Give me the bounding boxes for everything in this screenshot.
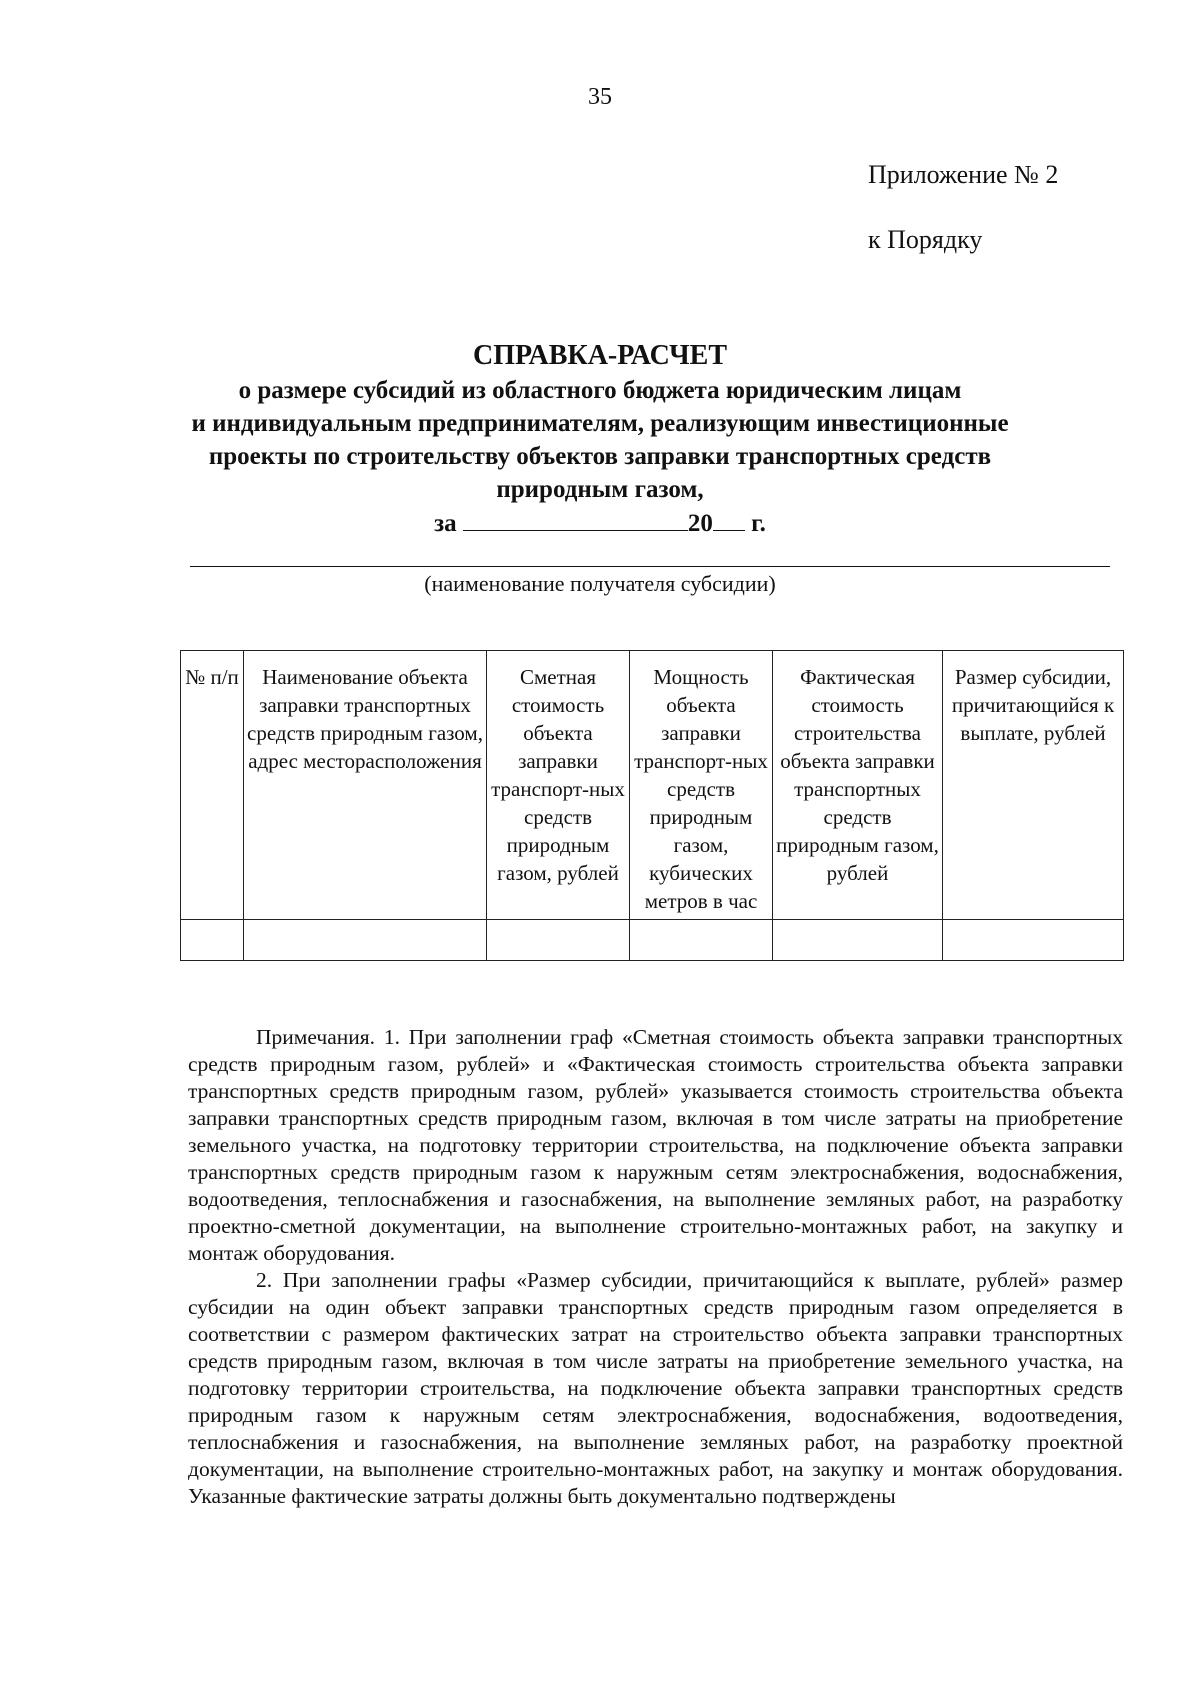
table-row	[181, 920, 1124, 961]
page-number: 35	[588, 84, 612, 110]
recipient-caption: (наименование получателя субсидии)	[424, 571, 776, 596]
header-subsidy-amount: Размер субсидии, причитающийся к выплате, рублей	[943, 651, 1124, 920]
title-line-2: и индивидуальным предпринимателям, реализующим инвестиционные	[191, 410, 1009, 437]
period-prefix: за	[434, 510, 457, 537]
table-cell	[244, 920, 487, 961]
document-title	[150, 338, 1050, 542]
header-actual-cost: Фактическая стоимость строительства объекта заправки транспортных средств природным газом, рублей	[773, 651, 943, 920]
period-suffix: г.	[751, 510, 766, 537]
calculation-table	[180, 650, 1124, 961]
title-line-3: проекты по строительству объектов заправки транспортных средств	[208, 443, 992, 470]
notes-section	[188, 1024, 1123, 1510]
title-main: СПРАВКА-РАСЧЕТ	[472, 340, 728, 371]
year-blank	[713, 506, 745, 531]
title-line-4: природным газом,	[496, 476, 704, 503]
header-estimated-cost: Сметная стоимость объекта заправки транспорт-ных средств природным газом, рублей	[487, 651, 630, 920]
table-cell	[943, 920, 1124, 961]
period-line	[150, 506, 1050, 542]
appendix-reference: к Порядку	[868, 225, 983, 254]
header-object-name: Наименование объекта заправки транспортных средств природным газом, адрес месторасположения	[244, 651, 487, 920]
recipient-name-line	[190, 566, 1110, 567]
period-year: 20	[687, 510, 713, 537]
appendix-number: Приложение № 2	[868, 160, 1059, 189]
note-paragraph-2: 2. При заполнении графы «Размер субсидии, причитающийся к выплате, рублей» размер субсидии на один объект заправки транспортных средств природным газом определяется в соответствии с размером фактических затрат на строительство объекта заправки транспортных средств природным газом, включая в том числе затраты на приобретение земельного участка, на подготовку территории строительства, на подключение объекта заправки транспортных средств природным газом к наружным сетям электроснабжения, водоснабжения, водоотведения, теплоснабжения и газоснабжения, на выполнение земляных работ, на разработку проектной документации, на выполнение строительно-монтажных работ, на закупку и монтаж оборудования. Указанные фактические затраты должны быть документально подтверждены	[188, 1268, 1123, 1508]
note-paragraph-1: Примечания. 1. При заполнении граф «Сметная стоимость объекта заправки транспортных средств природным газом, рублей» и «Фактическая стоимость строительства объекта заправки транспортных средств природным газом, рублей» указывается стоимость строительства объекта заправки транспортных средств природным газом, включая в том числе затраты на приобретение земельного участка, на подготовку территории строительства, на подключение объекта заправки транспортных средств природным газом к наружным сетям электроснабжения, водоснабжения, водоотведения, теплоснабжения и газоснабжения, на выполнение земляных работ, на разработку проектно-сметной документации, на выполнение строительно-монтажных работ, на закупку и монтаж оборудования.	[188, 1025, 1123, 1265]
table-cell	[181, 920, 244, 961]
header-capacity: Мощность объекта заправки транспорт-ных средств природным газом, кубических метров в час	[630, 651, 773, 920]
title-line-1: о размере субсидий из областного бюджета юридическим лицам	[238, 377, 962, 404]
table-cell	[487, 920, 630, 961]
table-cell	[773, 920, 943, 961]
header-number: № п/п	[181, 651, 244, 920]
table-cell	[630, 920, 773, 961]
table-header-row	[181, 651, 1124, 920]
period-blank	[463, 506, 688, 531]
